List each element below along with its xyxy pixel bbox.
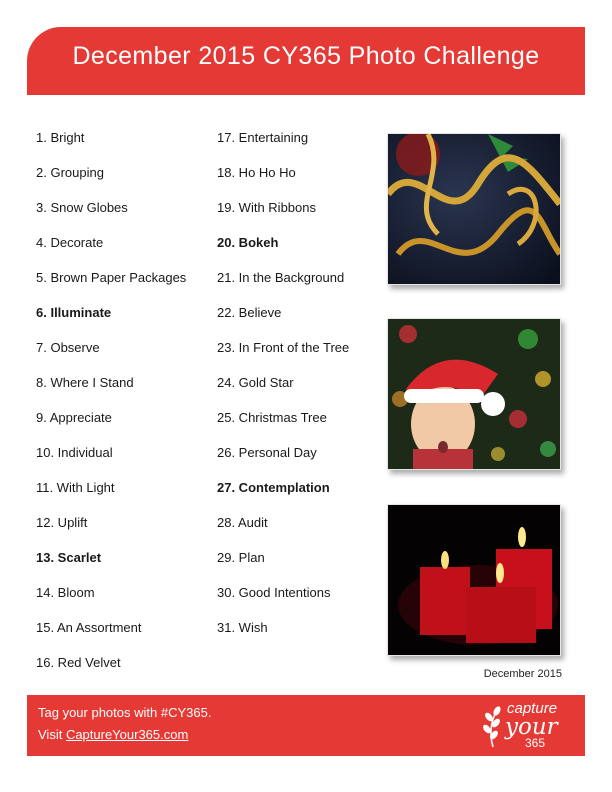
prompt-item: 14. Bloom [36,585,95,600]
prompt-item: 10. Individual [36,445,113,460]
prompt-item: 18. Ho Ho Ho [217,165,296,180]
ribbon-photo [387,133,561,285]
prompt-item: 24. Gold Star [217,375,294,390]
prompt-item: 4. Decorate [36,235,104,250]
prompt-item: 26. Personal Day [217,445,317,460]
prompt-item: 19. With Ribbons [217,200,316,215]
santa-child-photo [387,318,561,470]
prompt-item: 13. Scarlet [36,550,102,565]
prompt-item: 12. Uplift [36,515,88,530]
prompt-item: 9. Appreciate [36,410,112,425]
capture-your-365-logo [479,697,565,753]
leaf-branch-icon [479,703,503,749]
candles-photo [387,504,561,656]
prompt-item: 11. With Light [36,480,115,495]
prompt-item: 21. In the Background [217,270,345,285]
prompt-item: 5. Brown Paper Packages [36,270,187,285]
prompt-item: 15. An Assortment [36,620,142,635]
prompt-item: 27. Contemplation [217,480,330,495]
prompt-item: 30. Good Intentions [217,585,331,600]
prompt-item: 7. Observe [36,340,100,355]
prompt-item: 28. Audit [217,515,268,530]
prompt-item: 8. Where I Stand [36,375,134,390]
prompt-item: 22. Believe [217,305,282,320]
prompt-item: 20. Bokeh [217,235,279,250]
logo-text-capture: capture [507,700,558,717]
footer-banner [27,695,585,756]
website-link[interactable]: CaptureYour365.com [65,727,189,742]
prompt-list-col2 [217,128,377,653]
prompt-item: 1. Bright [36,130,85,145]
prompt-item: 31. Wish [217,620,268,635]
date-caption: December 2015 [483,668,562,680]
prompt-item: 3. Snow Globes [36,200,128,215]
prompt-item: 29. Plan [217,550,265,565]
logo-text-your: your [505,714,558,740]
prompt-item: 17. Entertaining [217,130,309,145]
prompt-list-col1 [36,128,216,688]
prompt-item: 2. Grouping [36,165,104,180]
prompt-item: 23. In Front of the Tree [217,340,350,355]
visit-line [38,727,188,742]
header-banner [27,27,585,95]
tag-instruction: Tag your photos with #CY365. [38,705,212,720]
logo-text-365: 365 [525,736,546,750]
prompt-item: 25. Christmas Tree [217,410,327,425]
prompt-item: 16. Red Velvet [36,655,121,670]
visit-prefix: Visit [38,727,66,742]
prompt-item: 6. Illuminate [36,305,112,320]
page-title: December 2015 CY365 Photo Challenge [72,42,540,70]
